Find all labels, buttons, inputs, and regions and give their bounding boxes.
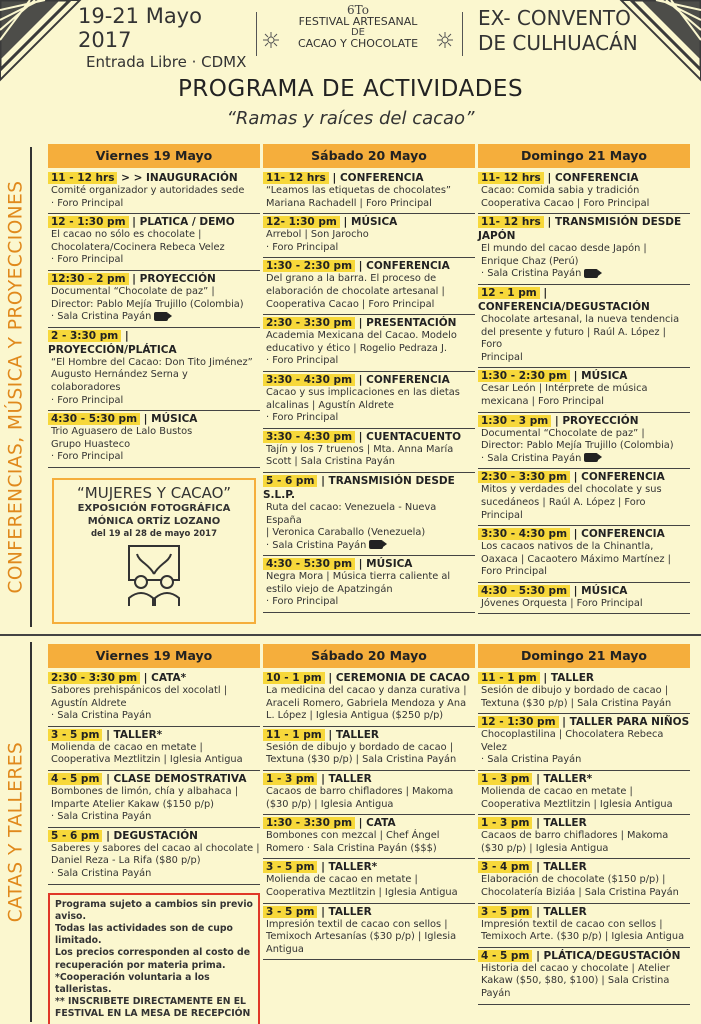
event-detail: del presente y futuro | Raúl A. López | Foro xyxy=(481,326,666,351)
event-type: | CLASE DEMOSTRATIVA xyxy=(106,772,247,785)
event-detail: Los cacaos nativos de la Chinantla, xyxy=(481,541,654,553)
event-type: | CATA xyxy=(358,817,396,830)
notice-line: ** INSCRIBETE DIRECTAMENTE EN EL xyxy=(55,996,246,1008)
event-detail: L. López | Iglesia Antigua ($250 p/p) xyxy=(266,710,444,722)
event-detail: Chocolatería Biziáa | Sala Cristina Payán xyxy=(481,886,679,898)
event-block xyxy=(48,411,260,468)
event-heading xyxy=(478,215,690,243)
event-heading xyxy=(263,474,475,502)
event-time: 2:30 - 3:30 pm xyxy=(478,471,570,483)
event-heading xyxy=(263,860,475,874)
event-time: 12 - 1:30 pm xyxy=(478,716,559,728)
event-type: | MÚSICA xyxy=(573,370,628,383)
event-detail: Comité organizador y autoridades sede xyxy=(51,185,245,196)
entry-info: Entrada Libre · CDMX xyxy=(86,53,247,71)
exhibition-artist: MÓNICA ORTÍZ LOZANO xyxy=(87,515,221,527)
event-detail: estilo viejo de Apatzingán xyxy=(266,583,393,595)
event-time: 2 - 3:30 pm xyxy=(48,330,121,342)
event-detail: · Foro Principal xyxy=(266,355,339,367)
event-detail: Trio Aguasero de Lalo Bustos xyxy=(51,426,193,438)
event-time: 3 - 5 pm xyxy=(478,906,532,918)
event-time: 2:30 - 3:30 pm xyxy=(48,672,140,684)
event-detail: Augusto Hernández Serna y colaboradores xyxy=(51,369,188,393)
workshop-column-saturday xyxy=(263,644,475,960)
event-detail: Mariana Rachadell | Foro Principal xyxy=(266,197,432,209)
event-detail: Romero · Sala Cristina Payán ($$$) xyxy=(266,842,437,854)
event-type: | MÚSICA xyxy=(358,558,413,571)
event-type: | TALLER xyxy=(321,905,372,918)
event-detail: Arrebol | Son Jarocho xyxy=(266,229,369,241)
event-time: 4:30 - 5:30 pm xyxy=(48,413,140,425)
schedule-column-saturday xyxy=(263,144,475,613)
event-detail: Tajín y los 7 truenos | Mta. Anna María xyxy=(266,443,454,455)
event-type: | TALLER* xyxy=(321,861,378,874)
event-type: | CONFERENCIA xyxy=(332,172,424,184)
event-detail: Molienda de cacao en metate | xyxy=(481,785,633,797)
event-detail: “El Hombre del Cacao: Don Tito Jiménez” xyxy=(51,356,253,368)
event-type: | MÚSICA xyxy=(343,216,398,229)
exhibition-type: EXPOSICIÓN FOTOGRÁFICA xyxy=(77,502,231,514)
event-detail: · Foro Principal xyxy=(51,451,124,463)
event-heading xyxy=(263,171,475,185)
event-detail: Cooperativa Meztlitzin | Iglesia Antigua xyxy=(481,798,673,810)
event-detail: Del grano a la barra. El proceso de xyxy=(266,273,437,285)
event-time: 1 - 3 pm xyxy=(263,773,317,785)
event-time: 2:30 - 3:30 pm xyxy=(263,317,355,329)
event-heading xyxy=(263,905,475,919)
workshop-column-friday xyxy=(48,644,260,1024)
event-detail: Historia del cacao y chocolate | Atelier xyxy=(481,962,670,974)
event-detail: Ruta del cacao: Venezuela - Nueva España xyxy=(266,501,437,526)
event-time: 3 - 5 pm xyxy=(263,861,317,873)
event-heading xyxy=(48,671,260,685)
event-type: | PROYECCIÓN xyxy=(554,414,639,427)
event-detail: Negra Mora | Música tierra caliente al xyxy=(266,571,451,583)
event-type: | TRANSMISIÓN DESDE S.L.P. xyxy=(263,474,455,501)
event-heading xyxy=(478,860,690,874)
event-detail: · Sala Cristina Payán xyxy=(51,811,152,823)
page-title: PROGRAMA DE ACTIVIDADES xyxy=(177,76,524,102)
event-detail: educativo y ético | Rogelio Pedraza J. xyxy=(266,342,447,354)
festival-name-de: DE xyxy=(350,27,366,38)
event-block xyxy=(48,214,260,271)
event-detail: Bombones de limón, chía y albahaca | xyxy=(51,785,239,797)
header-divider xyxy=(256,12,257,56)
event-detail: Director: Pablo Mejía Trujillo (Colombia) xyxy=(51,298,244,310)
event-heading xyxy=(478,816,690,830)
event-detail: Chocolate artesanal, la nueva tendencia xyxy=(481,313,680,325)
event-type: | CONFERENCIA xyxy=(573,528,665,541)
event-detail: · Sala Cristina Payán xyxy=(48,311,260,324)
event-detail: alcalinas | Agustín Aldrete xyxy=(266,399,394,411)
event-type: | TALLER* xyxy=(536,772,593,785)
event-time: 11 - 12 hrs xyxy=(48,172,117,184)
event-detail: Molienda de cacao en metate | xyxy=(51,741,203,753)
event-block xyxy=(48,328,260,411)
event-heading xyxy=(478,671,690,685)
event-block xyxy=(263,473,475,556)
event-block xyxy=(48,271,260,328)
event-type: | TALLER PARA NIÑOS xyxy=(562,716,690,729)
event-heading xyxy=(478,715,690,729)
event-detail: Impresión textil de cacao con sellos | xyxy=(266,918,448,930)
day-header: Viernes 19 Mayo xyxy=(48,144,260,168)
event-block xyxy=(263,904,475,961)
event-type: | TALLER* xyxy=(106,728,163,741)
event-time: 5 - 6 pm xyxy=(48,830,102,842)
event-detail: Antigua xyxy=(266,943,304,955)
event-detail: Cacaos de barro chifladores | Makoma xyxy=(481,830,669,842)
event-block xyxy=(478,413,690,470)
event-block xyxy=(478,859,690,903)
event-detail: Saberes y sabores del cacao al chocolate | xyxy=(51,842,260,854)
event-detail: Textuna ($30 p/p) | Sala Cristina Payán xyxy=(266,754,457,766)
event-heading xyxy=(478,286,690,314)
event-time: 1:30 - 2:30 pm xyxy=(263,260,355,272)
event-time: 3 - 5 pm xyxy=(48,729,102,741)
event-detail: · Foro Principal xyxy=(51,254,124,266)
event-time: 12 - 1:30 pm xyxy=(48,216,129,228)
exhibition-dates: del 19 al 28 de mayo 2017 xyxy=(90,528,218,539)
event-type: | PROYECCIÓN xyxy=(132,272,216,285)
event-heading xyxy=(263,728,475,742)
event-detail: Impresión textil de cacao con sellos | xyxy=(481,918,663,930)
event-block xyxy=(263,727,475,771)
event-detail: Kakaw ($50, $80, $100) | Sala Cristina Payán xyxy=(481,975,670,999)
event-detail: Cooperativa Cacao | Foro Principal xyxy=(266,298,435,310)
event-block xyxy=(263,771,475,815)
event-heading xyxy=(263,816,475,830)
event-block xyxy=(478,583,690,615)
event-time: 11- 12 hrs xyxy=(478,172,544,184)
event-block xyxy=(263,815,475,859)
event-detail: Cacao: Comida sabia y tradición xyxy=(481,185,640,196)
day-header: Sábado 20 Mayo xyxy=(263,644,475,668)
people-at-exhibit-icon xyxy=(119,544,189,606)
day-header: Domingo 21 Mayo xyxy=(478,144,690,168)
exhibition-title: “MUJERES Y CACAO” xyxy=(77,483,231,502)
event-time: 3:30 - 4:30 pm xyxy=(263,374,355,386)
section-title: CATAS Y TALLERES xyxy=(5,741,27,923)
schedule-column-friday xyxy=(48,144,260,624)
event-detail: Temixoch Artesanías ($30 p/p) | Iglesia xyxy=(266,931,457,943)
event-detail: Daniel Reza - La Rifa ($80 p/p) xyxy=(51,855,201,867)
event-detail: ($30 p/p) | Iglesia Antigua xyxy=(266,798,394,810)
event-heading xyxy=(48,272,260,286)
event-type: | TALLER xyxy=(536,817,587,830)
event-detail: Temixoch Arte. ($30 p/p) | Iglesia Antigua xyxy=(481,931,685,943)
event-detail: Araceli Romero, Gabriela Mendoza y Ana xyxy=(266,697,467,709)
event-time: 3 - 5 pm xyxy=(263,906,317,918)
event-heading xyxy=(263,557,475,571)
event-detail: Principal xyxy=(481,351,523,363)
event-detail: Cooperativa Cacao | Foro Principal xyxy=(481,197,650,209)
event-detail: Sesión de dibujo y bordado de cacao | xyxy=(481,685,669,696)
event-block xyxy=(263,214,475,258)
event-type: | CONFERENCIA xyxy=(358,260,450,273)
event-detail: Cooperativa Meztlitzin | Iglesia Antigua xyxy=(51,754,243,766)
event-detail: Cacao y sus implicaciones en las dietas xyxy=(266,386,460,398)
event-time: 1:30 - 3 pm xyxy=(478,415,551,427)
event-detail: | Veronica Caraballo (Venezuela) xyxy=(266,527,426,539)
event-detail: Cooperativa Meztlitzin | Iglesia Antigua xyxy=(266,886,458,898)
event-block xyxy=(478,904,690,948)
event-time: 12:30 - 2 pm xyxy=(48,273,129,285)
schedule-column-sunday xyxy=(478,144,690,614)
event-detail: · Sala Cristina Payán xyxy=(478,268,690,281)
festival-name-line1: FESTIVAL ARTESANAL xyxy=(298,15,418,28)
event-type: | PLATICA / DEMO xyxy=(132,216,235,229)
event-dates-block xyxy=(78,4,258,72)
event-time: 11- 12 hrs xyxy=(478,216,544,228)
venue-line1: EX- CONVENTO xyxy=(478,6,631,30)
video-camera-icon xyxy=(154,312,168,321)
event-detail: · Sala Cristina Payán xyxy=(263,540,475,553)
event-heading xyxy=(478,949,690,963)
event-block xyxy=(263,429,475,473)
event-detail: Documental “Chocolate de paz” | xyxy=(481,427,645,439)
event-detail: Imparte Atelier Kakaw ($150 p/p) xyxy=(51,798,214,810)
event-detail: El cacao no sólo es chocolate | xyxy=(51,229,202,241)
event-time: 3 - 4 pm xyxy=(478,861,532,873)
event-detail: · Sala Cristina Payán xyxy=(51,710,152,722)
event-block xyxy=(48,771,260,828)
event-block xyxy=(263,670,475,727)
photo-exhibition-box xyxy=(52,478,256,624)
event-block xyxy=(478,170,690,214)
event-detail: “Leamos las etiquetas de chocolates” xyxy=(266,185,452,196)
notice-line: *Cooperación voluntaria a los talleristas. xyxy=(55,971,210,995)
event-detail: · Foro Principal xyxy=(266,412,339,424)
event-detail: Chocoplastilina | Chocolatera Rebeca Velez xyxy=(481,729,664,753)
event-time: 10 - 1 pm xyxy=(263,672,325,684)
event-detail: Documental “Chocolate de paz” | xyxy=(51,285,215,297)
notice-line: recuperación por materia prima. xyxy=(55,959,226,971)
event-type: | CONFERENCIA xyxy=(358,373,450,386)
event-type: > > INAUGURACIÓN xyxy=(121,172,238,184)
event-type: | PRESENTACIÓN xyxy=(358,317,457,330)
event-time: 11 - 1 pm xyxy=(478,672,540,684)
event-detail: Molienda de cacao en metate | xyxy=(266,874,418,886)
event-detail: Agustín Aldrete xyxy=(51,697,127,709)
event-time: 1:30 - 2:30 pm xyxy=(478,370,570,382)
event-heading xyxy=(48,829,260,843)
event-detail: · Sala Cristina Payán xyxy=(51,867,152,879)
event-heading xyxy=(263,671,475,685)
event-detail: Cesar León | Intérprete de música xyxy=(481,383,648,395)
notice-line: Programa sujeto a cambios sin previo aviso. xyxy=(55,898,253,922)
event-heading xyxy=(263,215,475,229)
event-block xyxy=(263,315,475,372)
venue-block xyxy=(478,6,648,56)
event-heading xyxy=(263,316,475,330)
section-title: CONFERENCIAS, MÚSICA Y PROYECCIONES xyxy=(5,180,27,594)
event-heading xyxy=(478,414,690,428)
event-time: 4:30 - 5:30 pm xyxy=(263,558,355,570)
event-block xyxy=(263,170,475,214)
festival-logo xyxy=(259,4,457,64)
event-block xyxy=(478,714,690,771)
festival-name-line2: CACAO Y CHOCOLATE xyxy=(297,37,419,50)
event-block xyxy=(478,368,690,412)
event-type: | MÚSICA xyxy=(573,584,628,597)
event-heading xyxy=(263,373,475,387)
event-heading xyxy=(263,430,475,444)
event-detail: · Foro Principal xyxy=(51,197,124,209)
event-type: | CEREMONIA DE CACAO xyxy=(328,672,470,684)
event-detail: · Sala Cristina Payán xyxy=(481,754,582,766)
event-detail: · Foro Principal xyxy=(266,596,339,608)
event-type: | CATA* xyxy=(143,672,187,684)
video-camera-icon xyxy=(584,269,598,278)
event-detail: Textuna ($30 p/p) | Sala Cristina Payán xyxy=(481,697,672,709)
event-block xyxy=(478,469,690,526)
event-time: 12 - 1 pm xyxy=(478,287,540,299)
event-type: | TALLER xyxy=(536,861,587,874)
event-heading xyxy=(263,259,475,273)
page-subtitle: “Ramas y raíces del cacao” xyxy=(226,108,475,129)
event-heading xyxy=(48,728,260,742)
day-header: Domingo 21 Mayo xyxy=(478,644,690,668)
event-block xyxy=(263,372,475,429)
event-heading xyxy=(478,369,690,383)
event-heading xyxy=(478,905,690,919)
event-type: | TALLER xyxy=(543,672,594,684)
event-block xyxy=(263,859,475,903)
section-label-conferences xyxy=(2,147,32,627)
event-time: 11- 12 hrs xyxy=(263,172,329,184)
cacao-flower-icon xyxy=(263,32,279,48)
event-detail: · Foro Principal xyxy=(266,241,339,253)
event-detail: mexicana | Foro Principal xyxy=(481,395,604,407)
event-heading xyxy=(478,470,690,484)
notice-line: FESTIVAL EN LA MESA DE RECEPCIÓN xyxy=(55,1008,251,1020)
event-time: 1 - 3 pm xyxy=(478,773,532,785)
event-time: 3:30 - 4:30 pm xyxy=(263,431,355,443)
event-type: | TALLER xyxy=(328,728,379,741)
event-time: 1 - 3 pm xyxy=(478,817,532,829)
event-block xyxy=(48,828,260,885)
event-time: 12- 1:30 pm xyxy=(263,216,340,228)
header-divider xyxy=(462,12,463,56)
event-dates: 19-21 Mayo 2017 xyxy=(78,4,202,52)
event-detail: Elaboración de chocolate ($150 p/p) | xyxy=(481,874,666,886)
event-type: | CONFERENCIA/DEGUSTACIÓN xyxy=(478,286,650,313)
section-divider xyxy=(0,634,701,636)
event-time: 4 - 5 pm xyxy=(478,950,532,962)
event-detail: Academia Mexicana del Cacao. Modelo xyxy=(266,330,457,342)
event-type: | TALLER xyxy=(536,905,587,918)
section-label-workshops xyxy=(2,642,32,1022)
event-time: 4 - 5 pm xyxy=(48,773,102,785)
edition-number: 6To xyxy=(347,3,369,17)
event-block xyxy=(478,771,690,815)
day-header: Viernes 19 Mayo xyxy=(48,644,260,668)
event-type: | DEGUSTACIÓN xyxy=(106,829,198,842)
event-type: | CUENTACUENTO xyxy=(358,430,462,443)
event-heading xyxy=(48,412,260,426)
event-type: | MÚSICA xyxy=(143,413,198,426)
event-block xyxy=(478,285,690,368)
event-heading xyxy=(478,527,690,541)
event-block xyxy=(478,214,690,285)
notice-line: Todas las actividades son de cupo limitado. xyxy=(55,922,233,947)
event-type: | PLÁTICA/DEGUSTACIÓN xyxy=(536,949,681,962)
event-type: | CONFERENCIA xyxy=(573,471,665,484)
event-block xyxy=(48,727,260,771)
event-time: 5 - 6 pm xyxy=(263,475,317,487)
event-detail: · Foro Principal xyxy=(51,394,124,406)
event-heading xyxy=(48,329,260,357)
event-time: 4:30 - 5:30 pm xyxy=(478,585,570,597)
event-block xyxy=(478,526,690,583)
decorative-fan-left xyxy=(0,0,90,82)
event-detail: Director: Pablo Mejía Trujillo (Colombia) xyxy=(481,440,674,452)
event-heading xyxy=(478,171,690,185)
event-heading xyxy=(48,171,260,185)
event-detail: Enrique Chaz (Perú) xyxy=(481,255,579,267)
event-detail: elaboración de chocolate artesanal | xyxy=(266,285,445,297)
event-heading xyxy=(48,772,260,786)
event-detail: Sabores prehispánicos del xocolatl | xyxy=(51,685,227,696)
event-block xyxy=(478,815,690,859)
event-heading xyxy=(263,772,475,786)
event-heading xyxy=(478,584,690,598)
event-detail: Foro Principal xyxy=(481,566,547,578)
event-time: 1:30 - 3:30 pm xyxy=(263,817,355,829)
event-block xyxy=(48,170,260,214)
schedule-notice xyxy=(48,893,260,1024)
event-detail: Chocolatera/Cocinera Rebeca Velez xyxy=(51,241,225,253)
event-block xyxy=(478,670,690,714)
event-detail: Sesión de dibujo y bordado de cacao | xyxy=(266,741,454,753)
event-block xyxy=(48,670,260,727)
event-detail: Grupo Huasteco xyxy=(51,438,131,450)
venue-line2: DE CULHUACÁN xyxy=(478,31,638,55)
event-detail: Mitos y verdades del chocolate y sus xyxy=(481,484,662,496)
event-detail: ($30 p/p) | Iglesia Antigua xyxy=(481,842,609,854)
event-detail: sucedáneos | Raúl A. López | Foro Principal xyxy=(481,496,646,521)
event-detail: Cacaos de barro chifladores | Makoma xyxy=(266,785,454,797)
day-header: Sábado 20 Mayo xyxy=(263,144,475,168)
event-time: 11 - 1 pm xyxy=(263,729,325,741)
event-block xyxy=(263,556,475,613)
workshop-column-sunday xyxy=(478,644,690,1005)
video-camera-icon xyxy=(584,453,598,462)
event-detail: El mundo del cacao desde Japón | xyxy=(481,243,647,255)
notice-line: Los precios corresponden al costo de xyxy=(55,947,251,959)
event-block xyxy=(263,258,475,315)
event-block xyxy=(478,948,690,1005)
event-detail: Jóvenes Orquesta | Foro Principal xyxy=(481,597,643,609)
cacao-flower-icon xyxy=(437,32,453,48)
event-time: 3:30 - 4:30 pm xyxy=(478,528,570,540)
event-type: | TALLER xyxy=(321,772,372,785)
event-heading xyxy=(48,215,260,229)
event-type: | CONFERENCIA xyxy=(547,172,639,184)
event-detail: Bombones con mezcal | Chef Ángel xyxy=(266,830,440,842)
event-type: | TRANSMISIÓN DESDE JAPÓN xyxy=(478,216,682,243)
video-camera-icon xyxy=(369,540,383,549)
event-type: | PROYECCIÓN/PLÁTICA xyxy=(48,329,177,356)
event-heading xyxy=(478,772,690,786)
event-detail: Oaxaca | Cacaotero Máximo Martínez | xyxy=(481,553,671,565)
event-detail: Scott | Sala Cristina Payán xyxy=(266,456,395,468)
event-detail: La medicina del cacao y danza curativa | xyxy=(266,685,467,696)
event-detail: · Sala Cristina Payán xyxy=(478,453,690,466)
